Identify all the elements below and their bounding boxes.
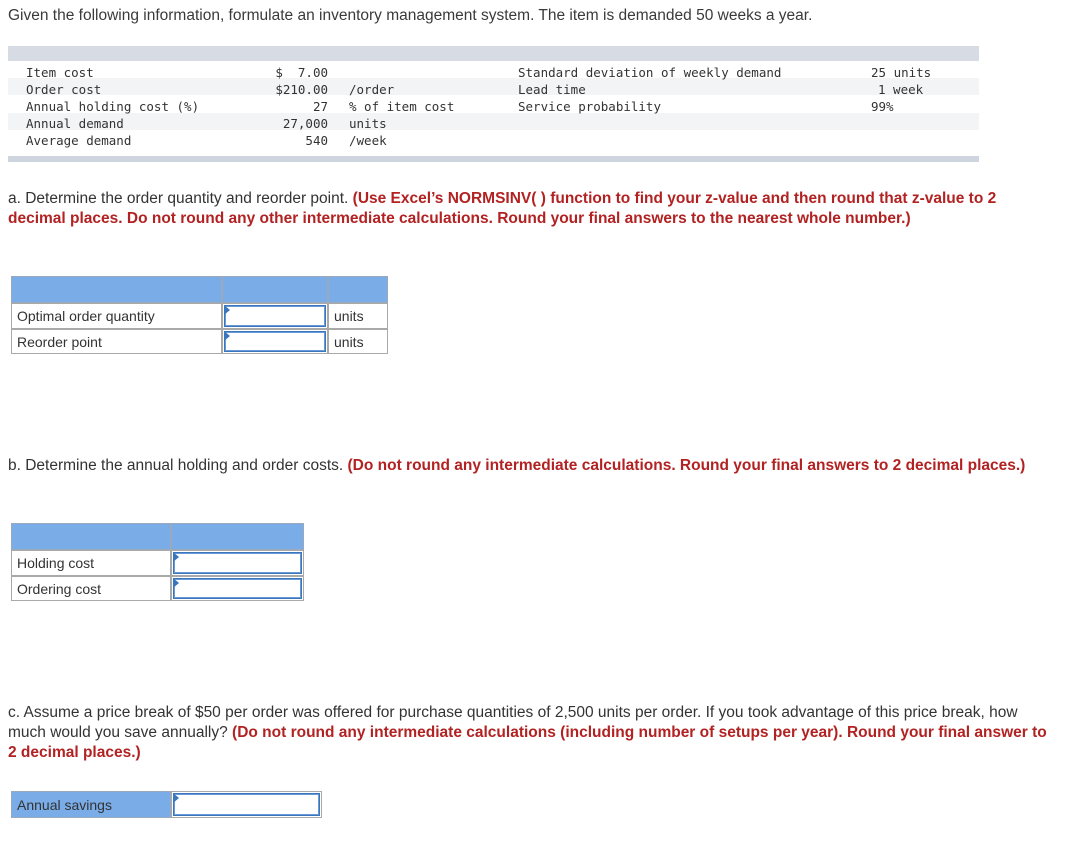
table-footer-band xyxy=(8,156,979,162)
row-value: 27 xyxy=(312,99,328,114)
row-value: 99% xyxy=(871,99,894,114)
table-header-band xyxy=(8,46,979,61)
part-a-answer-table xyxy=(11,276,388,354)
input-marker-icon xyxy=(173,578,179,588)
part-c-lead: c. Assume a price break of $50 per order was offered for purchase quantities of 2,500 units per order. If you took advantage of this price break, how much would you save annually? xyxy=(8,704,1018,741)
row-label: Average demand xyxy=(26,133,132,148)
row-label: Lead time xyxy=(518,82,586,97)
unit-label: units xyxy=(328,329,388,354)
input-marker-icon xyxy=(173,552,179,562)
unit-label: units xyxy=(328,303,388,329)
ordering-cost-label: Ordering cost xyxy=(11,576,171,601)
part-a-lead: a. Determine the order quantity and reorder point. xyxy=(8,190,349,207)
annual-savings-label: Annual savings xyxy=(11,791,171,818)
input-marker-icon xyxy=(224,305,230,315)
part-b-answer-table xyxy=(11,523,304,601)
part-b-lead: b. Determine the annual holding and order costs. xyxy=(8,457,344,474)
input-marker-icon xyxy=(224,331,230,341)
row-unit: /order xyxy=(349,82,395,97)
reorder-point-label: Reorder point xyxy=(11,329,222,354)
row-label: Item cost xyxy=(26,65,94,80)
part-b-question xyxy=(8,456,1048,476)
row-label: Annual holding cost (%) xyxy=(26,99,200,114)
holding-cost-label: Holding cost xyxy=(11,550,171,576)
row-unit: units xyxy=(349,116,387,131)
input-marker-icon xyxy=(173,793,179,803)
row-value: 1 week xyxy=(878,82,924,97)
ordering-cost-input[interactable] xyxy=(173,578,302,599)
holding-cost-input[interactable] xyxy=(173,552,302,574)
part-c-question xyxy=(8,703,1048,763)
optimal-order-quantity-input[interactable] xyxy=(224,305,326,327)
part-c-answer-table xyxy=(11,791,322,818)
row-value: 25 units xyxy=(871,65,932,80)
row-unit: /week xyxy=(349,133,387,148)
row-label: Order cost xyxy=(26,82,102,97)
part-c-hint: (Do not round any intermediate calculations (including number of setups per year). Round your final answer to 2 decimal places.) xyxy=(8,724,1047,761)
row-value: $ 7.00 xyxy=(275,65,328,80)
row-unit: % of item cost xyxy=(349,99,455,114)
intro-text: Given the following information, formulate an inventory management system. The item is demanded 50 weeks a year. xyxy=(8,7,813,24)
part-b-hint: (Do not round any intermediate calculations. Round your final answers to 2 decimal places.) xyxy=(347,457,1026,474)
row-label: Service probability xyxy=(518,99,661,114)
row-value: 27,000 xyxy=(282,116,328,131)
row-value: $210.00 xyxy=(275,82,328,97)
annual-savings-input[interactable] xyxy=(173,793,320,816)
given-data-table xyxy=(8,46,979,162)
reorder-point-input[interactable] xyxy=(224,331,326,352)
part-a-hint: (Use Excel’s NORMSINV( ) function to find your z-value and then round that z-value to 2 decimal places. Do not round any other intermediate calculations. Round your final answers to the nearest whole number.) xyxy=(8,190,997,227)
part-a-question xyxy=(8,189,1048,229)
row-value: 540 xyxy=(305,133,328,148)
row-label: Annual demand xyxy=(26,116,124,131)
optimal-order-quantity-label: Optimal order quantity xyxy=(11,303,222,329)
row-label: Standard deviation of weekly demand xyxy=(518,65,782,80)
